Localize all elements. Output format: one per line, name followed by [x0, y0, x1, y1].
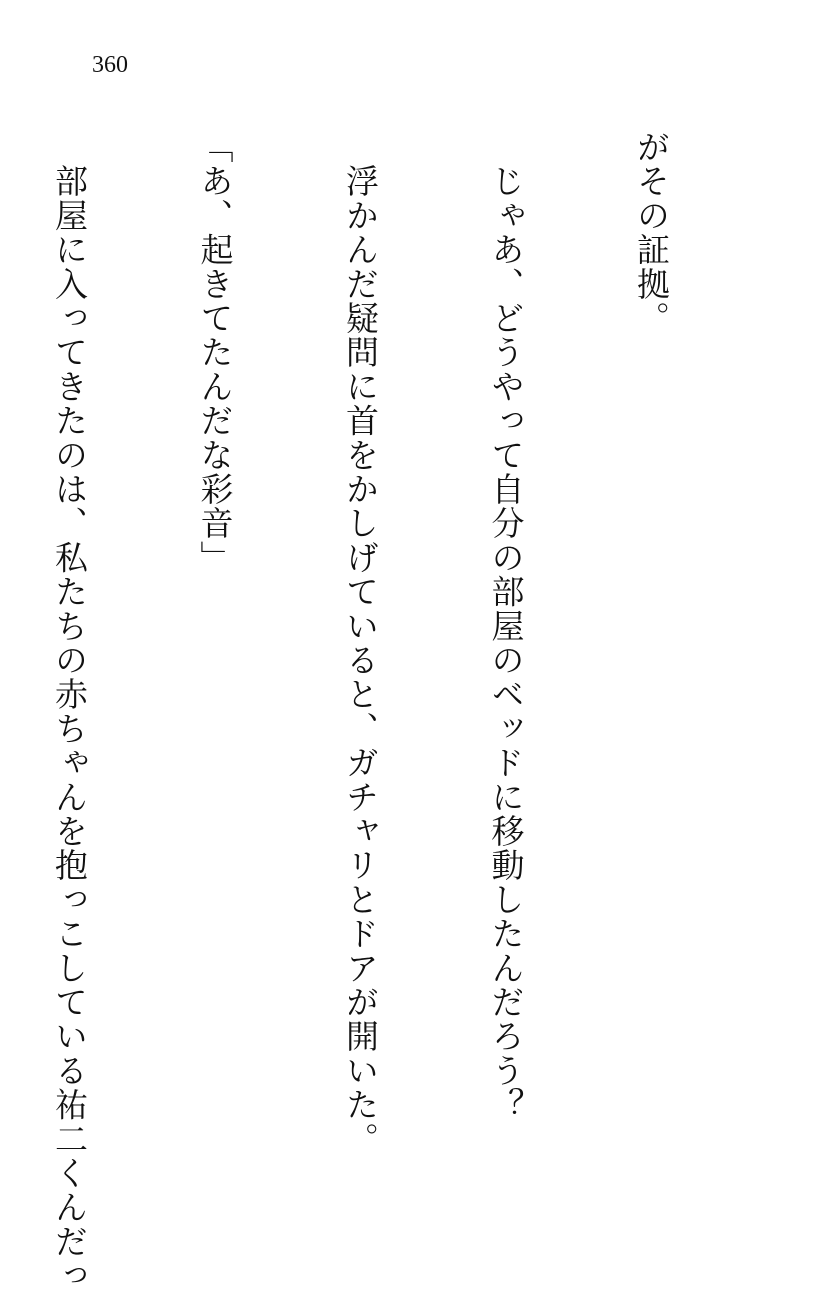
text-line: 浮かんだ疑問に首をかしげていると、ガチャリとドアが開いた。 [341, 130, 380, 1156]
text-line: じゃあ、どうやって自分の部屋のベッドに移動したんだろう？ [486, 130, 526, 1122]
text-line: 部屋に入ってきたのは、私たちの赤ちゃんを抱っこしている祐二くんだっ [50, 130, 89, 1293]
page-number: 360 [92, 52, 128, 78]
text-line: 「あ、起きてたんだな彩音」 [195, 130, 235, 575]
vertical-text-body [50, 130, 772, 1293]
text-line: がその証拠。 [632, 130, 671, 336]
